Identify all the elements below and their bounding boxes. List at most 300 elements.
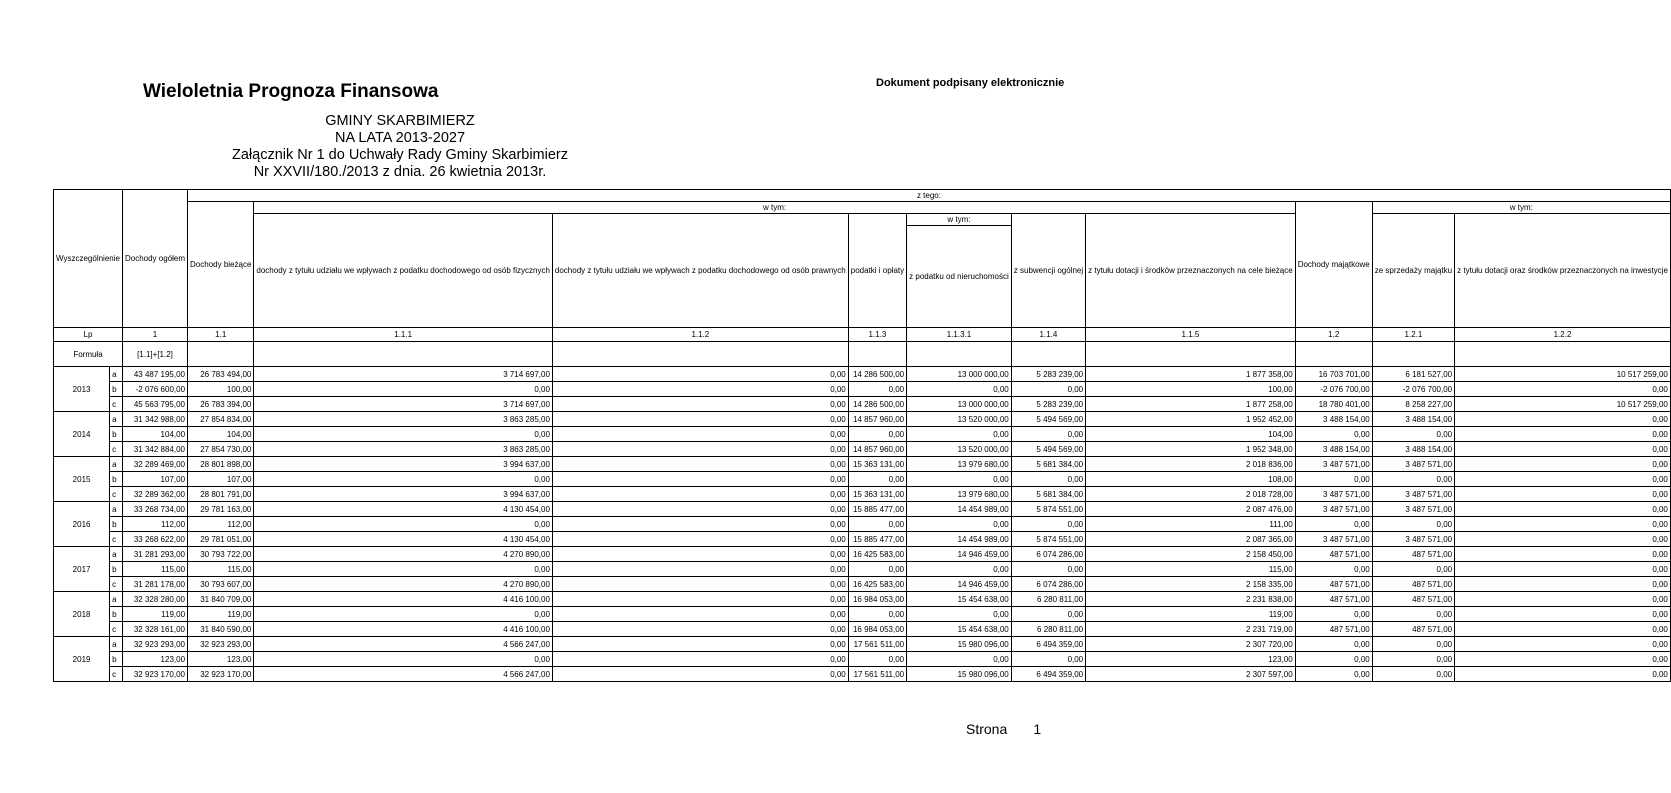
header-w-tym-majatkowe: w tym: [1372, 202, 1670, 214]
value-cell: 2 087 476,00 [1086, 502, 1296, 517]
table-row [54, 622, 1671, 637]
value-cell: 5 494 569,00 [1011, 442, 1085, 457]
value-cell: 3 488 154,00 [1295, 412, 1372, 427]
value-cell: 0,00 [1011, 427, 1085, 442]
signature-note: Dokument podpisany elektronicznie [876, 77, 1065, 89]
value-cell: 0,00 [254, 562, 553, 577]
value-cell: 32 923 170,00 [188, 667, 254, 682]
value-cell: 31 281 178,00 [122, 577, 187, 592]
value-cell: 0,00 [1455, 487, 1671, 502]
value-cell: 0,00 [552, 532, 848, 547]
lp-cell: 1.1.3 [848, 328, 906, 342]
page-label: Strona [966, 721, 1008, 737]
value-cell: 31 840 590,00 [188, 622, 254, 637]
row-key-cell: a [110, 637, 123, 652]
subtitle-line-1: GMINY SKARBIMIERZ [325, 113, 475, 129]
row-key-cell: b [110, 562, 123, 577]
value-cell: 0,00 [1372, 667, 1454, 682]
value-cell: 16 984 053,00 [848, 592, 906, 607]
row-key-cell: b [110, 472, 123, 487]
value-cell: 13 979 680,00 [907, 457, 1012, 472]
value-cell: 14 857 960,00 [848, 442, 906, 457]
value-cell: 3 487 571,00 [1295, 487, 1372, 502]
value-cell: 30 793 607,00 [188, 577, 254, 592]
subtitle-line-3: Załącznik Nr 1 do Uchwały Rady Gminy Skarbimierz [231, 147, 568, 163]
table-row [54, 382, 1671, 397]
header-sprzedazy: ze sprzedaży majątku [1372, 214, 1454, 328]
value-cell: 0,00 [1011, 562, 1085, 577]
value-cell: -2 076 700,00 [1372, 382, 1454, 397]
row-key-cell: b [110, 427, 123, 442]
value-cell: -2 076 700,00 [1295, 382, 1372, 397]
value-cell: 0,00 [907, 562, 1012, 577]
formula-label: Formuła [54, 342, 123, 367]
value-cell: 15 885 477,00 [848, 502, 906, 517]
value-cell: 5 283 239,00 [1011, 367, 1085, 382]
value-cell: 0,00 [1455, 517, 1671, 532]
value-cell: 0,00 [1295, 427, 1372, 442]
value-cell: 13 000 000,00 [907, 367, 1012, 382]
value-cell: 5 681 384,00 [1011, 487, 1085, 502]
page-footer [966, 721, 1041, 737]
row-key-cell: a [110, 592, 123, 607]
value-cell: 3 487 571,00 [1295, 457, 1372, 472]
value-cell: 16 425 583,00 [848, 577, 906, 592]
value-cell: 26 783 394,00 [188, 397, 254, 412]
header-nieruchomosci: z podatku od nieruchomości [907, 226, 1012, 328]
value-cell: 0,00 [1372, 562, 1454, 577]
value-cell: 0,00 [552, 637, 848, 652]
value-cell: 14 286 500,00 [848, 397, 906, 412]
value-cell: 0,00 [552, 667, 848, 682]
value-cell: 3 487 571,00 [1372, 502, 1454, 517]
value-cell: 2 231 719,00 [1086, 622, 1296, 637]
value-cell: 0,00 [907, 652, 1012, 667]
lp-cell: 1.1.5 [1086, 328, 1296, 342]
table-row [54, 457, 1671, 472]
value-cell: 0,00 [1455, 457, 1671, 472]
formula-cell: [1.1]+[1.2] [122, 342, 187, 367]
value-cell: 1 877 258,00 [1086, 397, 1296, 412]
lp-cell: 1.1.4 [1011, 328, 1085, 342]
row-key-cell: c [110, 442, 123, 457]
value-cell: 100,00 [1086, 382, 1296, 397]
value-cell: 5 874 551,00 [1011, 532, 1085, 547]
value-cell: 0,00 [1011, 382, 1085, 397]
page-number: 1 [1033, 721, 1042, 737]
value-cell: 2 158 450,00 [1086, 547, 1296, 562]
header-cit: dochody z tytułu udziału we wpływach z podatku dochodowego od osób prawnych [552, 214, 848, 328]
row-key-cell: c [110, 577, 123, 592]
value-cell: 487 571,00 [1295, 577, 1372, 592]
value-cell: 32 328 161,00 [122, 622, 187, 637]
value-cell: 0,00 [1455, 562, 1671, 577]
value-cell: 17 561 511,00 [848, 637, 906, 652]
value-cell: 3 487 571,00 [1295, 502, 1372, 517]
value-cell: 487 571,00 [1372, 622, 1454, 637]
value-cell: 0,00 [1372, 517, 1454, 532]
value-cell: 5 494 569,00 [1011, 412, 1085, 427]
value-cell: 4 416 100,00 [254, 592, 553, 607]
value-cell: 0,00 [552, 397, 848, 412]
value-cell: 111,00 [1086, 517, 1296, 532]
row-key-cell: c [110, 487, 123, 502]
value-cell: 0,00 [848, 652, 906, 667]
value-cell: 487 571,00 [1372, 592, 1454, 607]
value-cell: 3 994 637,00 [254, 457, 553, 472]
year-cell: 2015 [54, 457, 110, 502]
value-cell: 15 980 096,00 [907, 667, 1012, 682]
lp-cell: 1.1.1 [254, 328, 553, 342]
value-cell: 0,00 [1011, 472, 1085, 487]
value-cell: 3 487 571,00 [1372, 532, 1454, 547]
value-cell: 0,00 [1011, 652, 1085, 667]
value-cell: 4 270 890,00 [254, 547, 553, 562]
year-cell: 2014 [54, 412, 110, 457]
value-cell: 0,00 [1372, 637, 1454, 652]
value-cell: 3 488 154,00 [1295, 442, 1372, 457]
value-cell: 0,00 [848, 562, 906, 577]
value-cell: 43 487 195,00 [122, 367, 187, 382]
value-cell: 0,00 [552, 652, 848, 667]
value-cell: 2 018 728,00 [1086, 487, 1296, 502]
value-cell: 27 854 834,00 [188, 412, 254, 427]
value-cell: 0,00 [552, 442, 848, 457]
value-cell: 0,00 [1455, 577, 1671, 592]
value-cell: 0,00 [552, 412, 848, 427]
value-cell: 0,00 [848, 382, 906, 397]
value-cell: 29 781 051,00 [188, 532, 254, 547]
header-w-tym-podatki: w tym: [907, 214, 1012, 226]
table-row [54, 472, 1671, 487]
header-dochody-ogolem: Dochody ogółem [122, 190, 187, 328]
header-pit: dochody z tytułu udziału we wpływach z podatku dochodowego od osób fizycznych [254, 214, 553, 328]
value-cell: 3 488 154,00 [1372, 412, 1454, 427]
value-cell: 0,00 [1011, 517, 1085, 532]
table-row [54, 427, 1671, 442]
table-row [54, 517, 1671, 532]
value-cell: 104,00 [188, 427, 254, 442]
value-cell: 5 681 384,00 [1011, 457, 1085, 472]
value-cell: 10 517 259,00 [1455, 367, 1671, 382]
value-cell: 0,00 [1295, 472, 1372, 487]
value-cell: 15 363 131,00 [848, 457, 906, 472]
header-podatki: podatki i opłaty [848, 214, 906, 328]
value-cell: 14 454 989,00 [907, 532, 1012, 547]
table-row [54, 502, 1671, 517]
value-cell: 2 158 335,00 [1086, 577, 1296, 592]
row-key-cell: b [110, 607, 123, 622]
value-cell: 6 074 286,00 [1011, 547, 1085, 562]
value-cell: 115,00 [122, 562, 187, 577]
value-cell: 487 571,00 [1372, 577, 1454, 592]
value-cell: -2 076 600,00 [122, 382, 187, 397]
value-cell: 3 863 285,00 [254, 442, 553, 457]
forecast-table [53, 189, 1671, 682]
value-cell: 10 517 259,00 [1455, 397, 1671, 412]
year-cell: 2013 [54, 367, 110, 412]
value-cell: 0,00 [552, 592, 848, 607]
value-cell: 32 923 293,00 [122, 637, 187, 652]
value-cell: 16 703 701,00 [1295, 367, 1372, 382]
value-cell: 108,00 [1086, 472, 1296, 487]
table-row [54, 532, 1671, 547]
table-row [54, 397, 1671, 412]
value-cell: 31 281 293,00 [122, 547, 187, 562]
table-header [54, 190, 1671, 367]
value-cell: 17 561 511,00 [848, 667, 906, 682]
value-cell: 0,00 [848, 427, 906, 442]
value-cell: 15 980 096,00 [907, 637, 1012, 652]
value-cell: 6 494 359,00 [1011, 637, 1085, 652]
value-cell: 0,00 [1455, 427, 1671, 442]
value-cell: 2 087 365,00 [1086, 532, 1296, 547]
value-cell: 107,00 [188, 472, 254, 487]
value-cell: 0,00 [1455, 622, 1671, 637]
value-cell: 3 487 571,00 [1295, 532, 1372, 547]
value-cell: 0,00 [552, 577, 848, 592]
table-row [54, 667, 1671, 682]
value-cell: 6 280 811,00 [1011, 592, 1085, 607]
document-title: Wieloletnia Prognoza Finansowa [143, 81, 439, 102]
value-cell: 0,00 [907, 607, 1012, 622]
value-cell: 14 454 989,00 [907, 502, 1012, 517]
value-cell: 0,00 [907, 427, 1012, 442]
value-cell: 0,00 [1455, 547, 1671, 562]
value-cell: 32 923 170,00 [122, 667, 187, 682]
value-cell: 16 425 583,00 [848, 547, 906, 562]
year-cell: 2019 [54, 637, 110, 682]
value-cell: 32 328 280,00 [122, 592, 187, 607]
header-w-tym-biezace: w tym: [254, 202, 1295, 214]
value-cell: 0,00 [1455, 637, 1671, 652]
value-cell: 0,00 [1455, 442, 1671, 457]
value-cell: 0,00 [907, 472, 1012, 487]
value-cell: 13 520 000,00 [907, 412, 1012, 427]
value-cell: 5 874 551,00 [1011, 502, 1085, 517]
table-row [54, 592, 1671, 607]
value-cell: 107,00 [122, 472, 187, 487]
value-cell: 8 258 227,00 [1372, 397, 1454, 412]
lp-cell: 1.1.3.1 [907, 328, 1012, 342]
value-cell: 6 494 359,00 [1011, 667, 1085, 682]
value-cell: 0,00 [1295, 637, 1372, 652]
row-key-cell: b [110, 652, 123, 667]
row-key-cell: a [110, 547, 123, 562]
table-row [54, 637, 1671, 652]
value-cell: 14 286 500,00 [848, 367, 906, 382]
value-cell: 0,00 [1372, 607, 1454, 622]
row-key-cell: c [110, 397, 123, 412]
row-key-cell: c [110, 622, 123, 637]
value-cell: 0,00 [1455, 532, 1671, 547]
value-cell: 487 571,00 [1372, 547, 1454, 562]
row-key-cell: b [110, 382, 123, 397]
value-cell: 13 520 000,00 [907, 442, 1012, 457]
value-cell: 4 416 100,00 [254, 622, 553, 637]
value-cell: 31 342 988,00 [122, 412, 187, 427]
value-cell: 3 488 154,00 [1372, 442, 1454, 457]
value-cell: 0,00 [552, 472, 848, 487]
value-cell: 6 074 286,00 [1011, 577, 1085, 592]
lp-cell: 1 [122, 328, 187, 342]
value-cell: 0,00 [552, 457, 848, 472]
value-cell: 26 783 494,00 [188, 367, 254, 382]
header-wyszczegolnienie: Wyszczególnienie [54, 190, 123, 328]
value-cell: 16 984 053,00 [848, 622, 906, 637]
value-cell: 0,00 [1455, 667, 1671, 682]
value-cell: 0,00 [1455, 607, 1671, 622]
value-cell: 30 793 722,00 [188, 547, 254, 562]
value-cell: 0,00 [1295, 652, 1372, 667]
value-cell: 4 270 890,00 [254, 577, 553, 592]
row-key-cell: a [110, 412, 123, 427]
value-cell: 15 454 638,00 [907, 622, 1012, 637]
value-cell: 28 801 898,00 [188, 457, 254, 472]
value-cell: 1 877 358,00 [1086, 367, 1296, 382]
value-cell: 32 923 293,00 [188, 637, 254, 652]
lp-label: Lp [54, 328, 123, 342]
table-body [54, 367, 1671, 682]
lp-cell: 1.2.1 [1372, 328, 1454, 342]
value-cell: 0,00 [552, 367, 848, 382]
table-row [54, 652, 1671, 667]
value-cell: 0,00 [552, 487, 848, 502]
value-cell: 0,00 [1455, 592, 1671, 607]
value-cell: 4 130 454,00 [254, 532, 553, 547]
value-cell: 112,00 [188, 517, 254, 532]
value-cell: 0,00 [1295, 667, 1372, 682]
value-cell: 0,00 [1455, 502, 1671, 517]
value-cell: 27 854 730,00 [188, 442, 254, 457]
value-cell: 0,00 [1455, 382, 1671, 397]
value-cell: 2 307 597,00 [1086, 667, 1296, 682]
value-cell: 0,00 [552, 517, 848, 532]
header-subwencji: z subwencji ogólnej [1011, 214, 1085, 328]
value-cell: 100,00 [188, 382, 254, 397]
value-cell: 15 363 131,00 [848, 487, 906, 502]
table-row [54, 607, 1671, 622]
lp-row [54, 328, 1671, 342]
formula-row [54, 342, 1671, 367]
row-key-cell: a [110, 367, 123, 382]
row-key-cell: a [110, 502, 123, 517]
value-cell: 3 487 571,00 [1372, 457, 1454, 472]
value-cell: 0,00 [254, 517, 553, 532]
value-cell: 0,00 [907, 382, 1012, 397]
value-cell: 0,00 [552, 547, 848, 562]
row-key-cell: a [110, 457, 123, 472]
value-cell: 0,00 [1295, 517, 1372, 532]
value-cell: 14 946 459,00 [907, 577, 1012, 592]
table-row [54, 577, 1671, 592]
value-cell: 4 566 247,00 [254, 637, 553, 652]
value-cell: 15 454 638,00 [907, 592, 1012, 607]
value-cell: 1 952 348,00 [1086, 442, 1296, 457]
value-cell: 0,00 [1372, 472, 1454, 487]
value-cell: 14 946 459,00 [907, 547, 1012, 562]
value-cell: 0,00 [1011, 607, 1085, 622]
lp-cell: 1.2.2 [1455, 328, 1671, 342]
row-key-cell: b [110, 517, 123, 532]
value-cell: 15 885 477,00 [848, 532, 906, 547]
value-cell: 487 571,00 [1295, 547, 1372, 562]
value-cell: 0,00 [907, 517, 1012, 532]
value-cell: 14 857 960,00 [848, 412, 906, 427]
table-row [54, 562, 1671, 577]
value-cell: 104,00 [122, 427, 187, 442]
value-cell: 2 231 838,00 [1086, 592, 1296, 607]
value-cell: 6 280 811,00 [1011, 622, 1085, 637]
value-cell: 2 018 836,00 [1086, 457, 1296, 472]
value-cell: 0,00 [254, 607, 553, 622]
table-row [54, 442, 1671, 457]
value-cell: 123,00 [1086, 652, 1296, 667]
value-cell: 5 283 239,00 [1011, 397, 1085, 412]
value-cell: 33 268 622,00 [122, 532, 187, 547]
value-cell: 6 181 527,00 [1372, 367, 1454, 382]
value-cell: 0,00 [254, 652, 553, 667]
header-z-tego: z tego: [188, 190, 1671, 202]
lp-cell: 1.1 [188, 328, 254, 342]
year-cell: 2016 [54, 502, 110, 547]
value-cell: 119,00 [1086, 607, 1296, 622]
value-cell: 1 952 452,00 [1086, 412, 1296, 427]
row-key-cell: c [110, 532, 123, 547]
value-cell: 31 342 884,00 [122, 442, 187, 457]
value-cell: 3 487 571,00 [1372, 487, 1454, 502]
table-row [54, 487, 1671, 502]
lp-cell: 1.2 [1295, 328, 1372, 342]
value-cell: 115,00 [188, 562, 254, 577]
value-cell: 4 566 247,00 [254, 667, 553, 682]
value-cell: 104,00 [1086, 427, 1296, 442]
value-cell: 0,00 [1455, 652, 1671, 667]
value-cell: 119,00 [188, 607, 254, 622]
value-cell: 0,00 [254, 427, 553, 442]
value-cell: 119,00 [122, 607, 187, 622]
value-cell: 0,00 [848, 517, 906, 532]
value-cell: 0,00 [1295, 562, 1372, 577]
row-key-cell: c [110, 667, 123, 682]
value-cell: 0,00 [1455, 472, 1671, 487]
value-cell: 4 130 454,00 [254, 502, 553, 517]
value-cell: 0,00 [552, 622, 848, 637]
value-cell: 28 801 791,00 [188, 487, 254, 502]
subtitle-line-2: NA LATA 2013-2027 [334, 130, 466, 146]
year-cell: 2018 [54, 592, 110, 637]
value-cell: 32 289 469,00 [122, 457, 187, 472]
value-cell: 0,00 [1372, 427, 1454, 442]
year-cell: 2017 [54, 547, 110, 592]
value-cell: 487 571,00 [1295, 592, 1372, 607]
value-cell: 31 840 709,00 [188, 592, 254, 607]
value-cell: 123,00 [188, 652, 254, 667]
value-cell: 18 780 401,00 [1295, 397, 1372, 412]
header-dochody-biezace: Dochody bieżące [188, 202, 254, 328]
value-cell: 0,00 [552, 502, 848, 517]
value-cell: 112,00 [122, 517, 187, 532]
header-dotacji-biezace: z tytułu dotacji i środków przeznaczonych na cele bieżące [1086, 214, 1296, 328]
value-cell: 123,00 [122, 652, 187, 667]
value-cell: 45 563 795,00 [122, 397, 187, 412]
value-cell: 3 994 637,00 [254, 487, 553, 502]
value-cell: 3 863 285,00 [254, 412, 553, 427]
value-cell: 0,00 [1372, 652, 1454, 667]
value-cell: 13 000 000,00 [907, 397, 1012, 412]
value-cell: 0,00 [552, 427, 848, 442]
value-cell: 13 979 680,00 [907, 487, 1012, 502]
